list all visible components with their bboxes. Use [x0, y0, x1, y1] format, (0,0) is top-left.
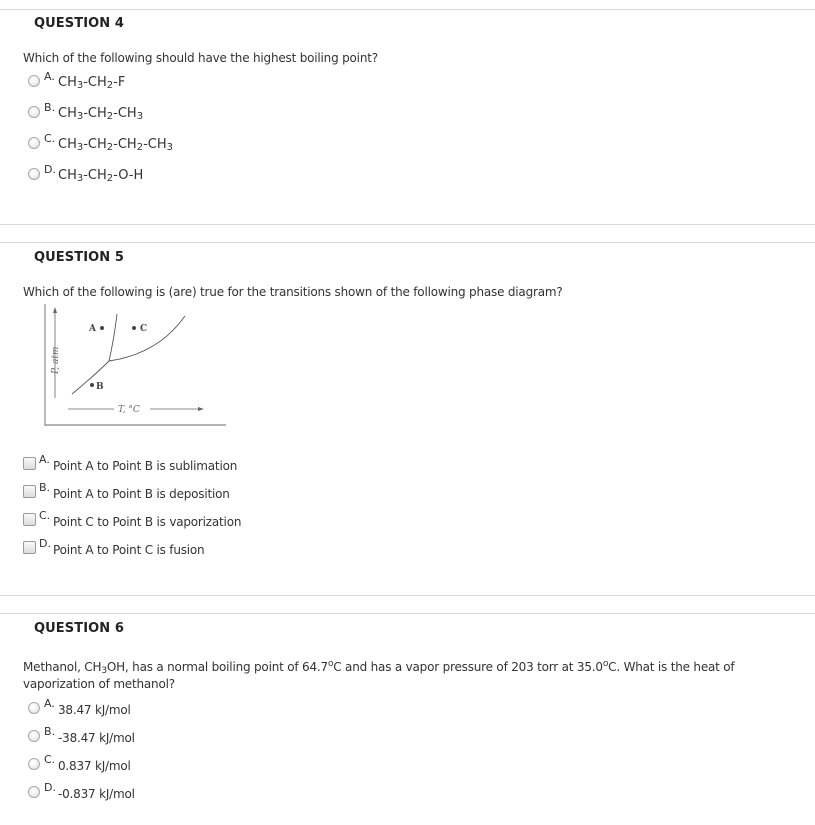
option-label: -38.47 kJ/mol: [58, 731, 135, 745]
option-letter: D.: [39, 537, 51, 550]
option-label: $CH_3-CH_2-O-H$: [58, 168, 144, 184]
phase-diagram: [38, 304, 226, 429]
point-b-label: B: [96, 382, 104, 392]
question-4-text: Which of the following should have the highest boiling point?: [23, 51, 378, 65]
radio-button[interactable]: [28, 786, 40, 798]
y-axis-label: P, atm: [51, 346, 61, 374]
divider: [0, 242, 815, 243]
option-letter: A.: [44, 70, 55, 83]
option-letter: B.: [39, 481, 51, 494]
checkbox[interactable]: [23, 485, 36, 498]
divider: [0, 613, 815, 614]
option-letter: B.: [44, 101, 56, 114]
option-label: Point A to Point B is sublimation: [53, 459, 238, 473]
fusion-curve: [109, 314, 117, 361]
checkbox[interactable]: [23, 457, 36, 470]
vaporization-curve: [109, 316, 185, 361]
option-letter: C.: [44, 132, 56, 145]
point-b-marker: [90, 383, 94, 387]
checkbox[interactable]: [23, 513, 36, 526]
radio-button[interactable]: [28, 106, 40, 118]
x-axis-label: T, °C: [118, 405, 140, 415]
option-label: $CH_3-CH_2-CH_2-CH_3$: [58, 137, 173, 153]
question-5-text: Which of the following is (are) true for the transitions shown of the following phase diagram?: [23, 285, 563, 299]
option-letter: B.: [44, 725, 56, 738]
option-letter: A.: [44, 697, 55, 710]
radio-button[interactable]: [28, 137, 40, 149]
divider: [0, 224, 815, 225]
option-letter: A.: [39, 453, 50, 466]
option-letter: C.: [39, 509, 51, 522]
question-6-heading: QUESTION 6: [34, 621, 125, 636]
option-label: 0.837 kJ/mol: [58, 759, 131, 773]
option-label: $CH_3-CH_2-CH_3$: [58, 106, 144, 122]
question-5-heading: QUESTION 5: [34, 250, 125, 265]
radio-button[interactable]: [28, 75, 40, 87]
point-c-label: C: [140, 324, 148, 334]
option-label: Point A to Point B is deposition: [53, 487, 230, 501]
option-label: $CH_3-CH_2-F$: [58, 75, 126, 91]
checkbox[interactable]: [23, 541, 36, 554]
option-label: Point A to Point C is fusion: [53, 543, 205, 557]
option-letter: D.: [44, 163, 56, 176]
point-a-label: A: [89, 324, 96, 334]
option-letter: C.: [44, 753, 56, 766]
radio-button[interactable]: [28, 758, 40, 770]
option-label: -0.837 kJ/mol: [58, 787, 135, 801]
option-letter: D.: [44, 781, 56, 794]
point-c-marker: [132, 326, 136, 330]
option-label: Point C to Point B is vaporization: [53, 515, 242, 529]
question-6-text: Methanol, $CH_3OH$, has a normal boiling point of 64.7$^o$C and has a vapor pressure of 203 torr at 35.0$^o$C. What is the heat of vaporization of methanol?: [23, 659, 735, 691]
divider: [0, 595, 815, 596]
divider: [0, 9, 815, 10]
question-4-heading: QUESTION 4: [34, 16, 125, 31]
radio-button[interactable]: [28, 168, 40, 180]
radio-button[interactable]: [28, 702, 40, 714]
point-a-marker: [100, 326, 104, 330]
radio-button[interactable]: [28, 730, 40, 742]
option-label: 38.47 kJ/mol: [58, 703, 131, 717]
